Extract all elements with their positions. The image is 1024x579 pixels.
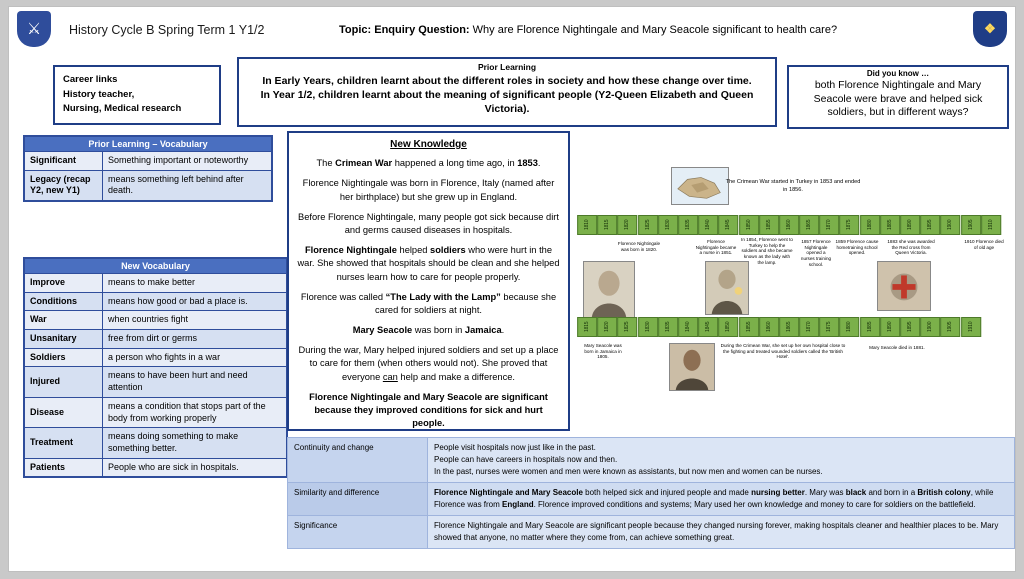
- row-heading: Significance: [288, 516, 428, 549]
- mary-seacole-portrait: [669, 343, 715, 391]
- vocab-term: Conditions: [25, 292, 103, 311]
- prior-learning-title: Prior Learning: [477, 62, 537, 72]
- table-row: [288, 483, 1015, 516]
- row-heading: Similarity and difference: [288, 483, 428, 516]
- lady-with-the-lamp-image: [705, 261, 749, 315]
- timeline-year-cell: 1885: [860, 317, 880, 337]
- row-heading: Continuity and change: [288, 438, 428, 483]
- text-fragment-underline: can: [382, 371, 398, 382]
- vocab-definition: means to have been hurt and need attention: [103, 367, 287, 397]
- new-knowledge-p2: Florence Nightingale was born in Florence, Italy (named after her birthplace) but she grew up in England.: [302, 178, 555, 202]
- career-links-line2: History teacher,: [63, 88, 135, 100]
- did-you-know-box: [787, 65, 1009, 129]
- timeline-year-cell: 1815: [577, 317, 597, 337]
- timeline-note: 1883 she was awarded the Red cross from Queen Victoria.: [887, 239, 935, 256]
- timeline-year-cell: 1850: [718, 317, 738, 337]
- new-vocab-header: New Vocabulary: [25, 259, 287, 274]
- timeline-note: In 1854, Florence went to Turkey to help the soldiers and she became known as the lady with the lamp.: [741, 237, 793, 265]
- poster-page: [8, 6, 1016, 572]
- timeline-year-cell: 1910: [981, 215, 1001, 235]
- prior-learning-line2: In Year 1/2, children learnt about the meaning of significant people (Y2-Queen Elizabeth and Queen Victoria).: [260, 89, 754, 116]
- table-row: [25, 330, 287, 349]
- topic-heading: [339, 24, 837, 36]
- timeline-year-cell: 1825: [617, 317, 637, 337]
- new-knowledge-p3: Before Florence Nightingale, many people got sick because dirt and germs caused diseases in hospitals.: [298, 211, 559, 235]
- text-fragment: Florence was called: [300, 291, 386, 302]
- vocab-definition: means doing something to make something better.: [103, 428, 287, 458]
- vocab-term: Unsanitary: [25, 330, 103, 349]
- text-fragment-bold: Jamaica: [464, 325, 502, 336]
- topic-label: Topic: Enquiry Question:: [339, 24, 470, 36]
- text-fragment: . Florence improved conditions and systems; Mary used her own knowledge and money to care for soldiers on the battlefield.: [533, 500, 976, 509]
- school-crest-icon: ⚔: [17, 11, 51, 47]
- vocab-term: Legacy (recap Y2, new Y1): [25, 170, 103, 200]
- text-fragment: who were hurt in the war. She showed that hospitals should be clean and she helped nurses learn how to care for people properly.: [297, 245, 560, 282]
- timeline-year-cell: 1875: [819, 317, 839, 337]
- timeline-year-cell: 1875: [839, 215, 859, 235]
- vocab-definition: means how good or bad a place is.: [103, 292, 287, 311]
- timeline-note: Florence Nightingale became a nurse in 1851.: [695, 239, 737, 256]
- new-knowledge-box: [287, 131, 570, 431]
- vocab-term: Injured: [25, 367, 103, 397]
- did-you-know-title: Did you know …: [866, 69, 930, 78]
- vocab-term: Disease: [25, 397, 103, 427]
- career-links-box: [53, 65, 221, 125]
- timeline-year-cell: 1880: [860, 215, 880, 235]
- timeline-year-cell: 1860: [779, 215, 799, 235]
- text-fragment: The: [316, 158, 336, 169]
- new-knowledge-p7: [297, 344, 560, 384]
- timeline-year-cell: 1850: [739, 215, 759, 235]
- text-fragment: helped: [396, 245, 431, 256]
- did-you-know-body: both Florence Nightingale and Mary Seacole were brave and helped sick soldiers, but in different ways?: [813, 79, 983, 119]
- timeline-year-cell: 1900: [940, 215, 960, 235]
- career-links-line3: Nursing, Medical research: [63, 103, 182, 115]
- vocab-term: War: [25, 311, 103, 330]
- table-row: [25, 367, 287, 397]
- timeline-year-cell: 1855: [739, 317, 759, 337]
- timeline-year-cell: 1905: [940, 317, 960, 337]
- medal-graphic: [878, 262, 930, 310]
- text-fragment: help and make a difference.: [397, 371, 515, 382]
- vocab-definition: means something left behind after death.: [103, 170, 272, 200]
- new-knowledge-p8: [297, 391, 560, 431]
- timeline-year-cell: 1840: [678, 317, 698, 337]
- prior-learning-line1: In Early Years, children learnt about the different roles in society and how these change over time.: [262, 75, 752, 87]
- row-content: Florence Nightingale and Mary Seacole are significant people because they changed nursing forever, making hospitals cleaner and healthier places to be. Mary showed that anyone, no matter where they come from, can achieve something great.: [428, 516, 1015, 549]
- timeline-year-cell: 1835: [678, 215, 698, 235]
- timeline-year-cell: 1820: [597, 317, 617, 337]
- timeline-year-cell: 1830: [658, 215, 678, 235]
- row-line: In the past, nurses were women and men were known as assistants, but now men and women can be nurses.: [434, 467, 823, 476]
- timeline-year-cell: 1885: [880, 215, 900, 235]
- topic-question: Why are Florence Nightingale and Mary Seacole significant to health care?: [472, 24, 838, 36]
- timeline-note: 1859 Florence cause hometraining school opened.: [835, 239, 879, 256]
- table-row: [25, 152, 272, 171]
- new-knowledge-p1: [297, 157, 560, 170]
- table-row: [25, 428, 287, 458]
- text-fragment-bold: 1853: [517, 158, 538, 169]
- vocab-term: Treatment: [25, 428, 103, 458]
- timeline-year-cell: 1845: [698, 317, 718, 337]
- prior-learning-box: [237, 57, 777, 127]
- new-knowledge-p5: [297, 291, 560, 317]
- page-header: [9, 7, 1015, 49]
- timeline-note: Florence Nightingale was born in 1820.: [617, 241, 661, 252]
- timeline-year-cell: 1860: [759, 317, 779, 337]
- text-fragment-bold: Crimean War: [335, 158, 393, 169]
- vocab-definition: means a condition that stops part of the body from working properly: [103, 397, 287, 427]
- row-content: [428, 483, 1015, 516]
- table-row: [25, 458, 287, 477]
- vocab-definition: when countries fight: [103, 311, 287, 330]
- text-fragment: , while Florence was from: [434, 488, 994, 509]
- text-fragment-bold: Mary Seacole: [352, 325, 413, 336]
- timeline-year-cell: 1840: [698, 215, 718, 235]
- career-links-title: Career links: [63, 74, 118, 85]
- table-row: [25, 170, 272, 200]
- table-row: [25, 274, 287, 293]
- prior-vocabulary-table: [23, 135, 273, 202]
- text-fragment: .: [501, 325, 505, 336]
- text-fragment: . Mary was: [804, 488, 846, 497]
- timeline-note: Mary Seacole died in 1881.: [869, 345, 925, 350]
- text-fragment-bold: soldiers: [430, 245, 466, 256]
- timeline-year-cell: 1870: [819, 215, 839, 235]
- new-knowledge-p4: [297, 244, 560, 284]
- text-fragment-bold: Florence Nightingale and Mary Seacole: [434, 488, 583, 497]
- new-knowledge-title: New Knowledge: [390, 139, 467, 150]
- row-line: People visit hospitals now just like in the past.: [434, 443, 596, 452]
- table-row: [288, 438, 1015, 483]
- timeline-note: Mary Seacole was born in Jamaica in 1805.: [584, 343, 622, 360]
- portrait-graphic: [670, 344, 714, 390]
- text-fragment: .: [537, 158, 541, 169]
- vocab-term: Soldiers: [25, 348, 103, 367]
- text-fragment: During the war, Mary helped injured soldiers and set up a place to care for them (when others would not). She proved that everyone: [298, 345, 559, 382]
- text-fragment-bold: British colony: [917, 488, 971, 497]
- vocab-definition: means to make better: [103, 274, 287, 293]
- timeline-year-cell: 1810: [577, 215, 597, 235]
- second-order-concepts-table: [287, 437, 1015, 549]
- text-fragment: because she cared for soldiers at night.: [375, 291, 557, 315]
- table-row: [25, 348, 287, 367]
- vocab-definition: People who are sick in hospitals.: [103, 458, 287, 477]
- lamp-graphic: [706, 262, 748, 314]
- table-row: [25, 397, 287, 427]
- timeline-note: During the Crimean War, she set up her own hospital close to the fighting and treated wounded soldiers called the 'British Hotel'.: [720, 343, 846, 360]
- text-fragment-bold: “The Lady with the Lamp”: [385, 291, 501, 302]
- map-graphic: [672, 168, 728, 204]
- row-content: [428, 438, 1015, 483]
- vocab-definition: a person who fights in a war: [103, 348, 287, 367]
- portrait-graphic: [584, 262, 634, 318]
- text-fragment-bold: black: [845, 488, 867, 497]
- vocab-definition: free from dirt or germs: [103, 330, 287, 349]
- text-fragment-bold: Florence Nightingale and Mary Seacole are significant because they improved conditions for sick and hurt people.: [309, 391, 548, 429]
- text-fragment: was born in: [412, 325, 465, 336]
- map-of-crimea-image: [671, 167, 729, 205]
- timeline-year-cell: 1870: [799, 317, 819, 337]
- timeline-year-cell: 1900: [920, 317, 940, 337]
- timeline-year-cell: 1855: [759, 215, 779, 235]
- page-title: History Cycle B Spring Term 1 Y1/2: [69, 23, 265, 37]
- school-crest-icon: ❖: [973, 11, 1007, 47]
- timeline-year-cell: 1865: [779, 317, 799, 337]
- timeline-year-cell: 1815: [597, 215, 617, 235]
- timeline-caption: The Crimean War started in Turkey in 1853 and ended in 1856.: [725, 179, 861, 193]
- text-fragment: both helped sick and injured people and made: [582, 488, 752, 497]
- timeline-year-cell: 1890: [880, 317, 900, 337]
- text-fragment-bold: England: [502, 500, 534, 509]
- timeline-year-cell: 1905: [961, 215, 981, 235]
- table-row: [25, 292, 287, 311]
- timeline-year-cell: 1820: [617, 215, 637, 235]
- timeline-year-cell: 1830: [638, 317, 658, 337]
- text-fragment: and born in a: [866, 488, 918, 497]
- timeline-year-cell: 1835: [658, 317, 678, 337]
- timeline-year-cell: 1845: [718, 215, 738, 235]
- vocab-term: Improve: [25, 274, 103, 293]
- timeline-note: 1910 Florence died of old age: [964, 239, 1004, 250]
- timeline-note: 1857 Florence Nightingale opened a nurses training school.: [800, 239, 832, 267]
- timeline-year-cell: 1825: [638, 215, 658, 235]
- timeline-row-1: [577, 215, 1001, 235]
- table-row: [25, 311, 287, 330]
- vocab-term: Significant: [25, 152, 103, 171]
- text-fragment-bold: Florence Nightingale: [304, 245, 397, 256]
- timeline-year-cell: 1865: [799, 215, 819, 235]
- row-line: People can have careers in hospitals now and then.: [434, 455, 618, 464]
- vocab-definition: Something important or noteworthy: [103, 152, 272, 171]
- new-vocabulary-table: [23, 257, 288, 478]
- text-fragment-bold: nursing better: [751, 488, 805, 497]
- red-cross-medal-image: [877, 261, 931, 311]
- timeline-year-cell: 1880: [839, 317, 859, 337]
- text-fragment: happened a long time ago, in: [392, 158, 518, 169]
- vocab-term: Patients: [25, 458, 103, 477]
- timeline-row-2: [577, 317, 981, 337]
- timeline-panel: [577, 157, 1015, 369]
- new-knowledge-p6: [297, 324, 560, 337]
- prior-vocab-header: Prior Learning – Vocabulary: [25, 137, 272, 152]
- timeline-year-cell: 1895: [920, 215, 940, 235]
- timeline-year-cell: 1895: [900, 317, 920, 337]
- timeline-year-cell: 1890: [900, 215, 920, 235]
- table-row: [288, 516, 1015, 549]
- florence-nightingale-portrait: [583, 261, 635, 319]
- timeline-year-cell: 1910: [961, 317, 981, 337]
